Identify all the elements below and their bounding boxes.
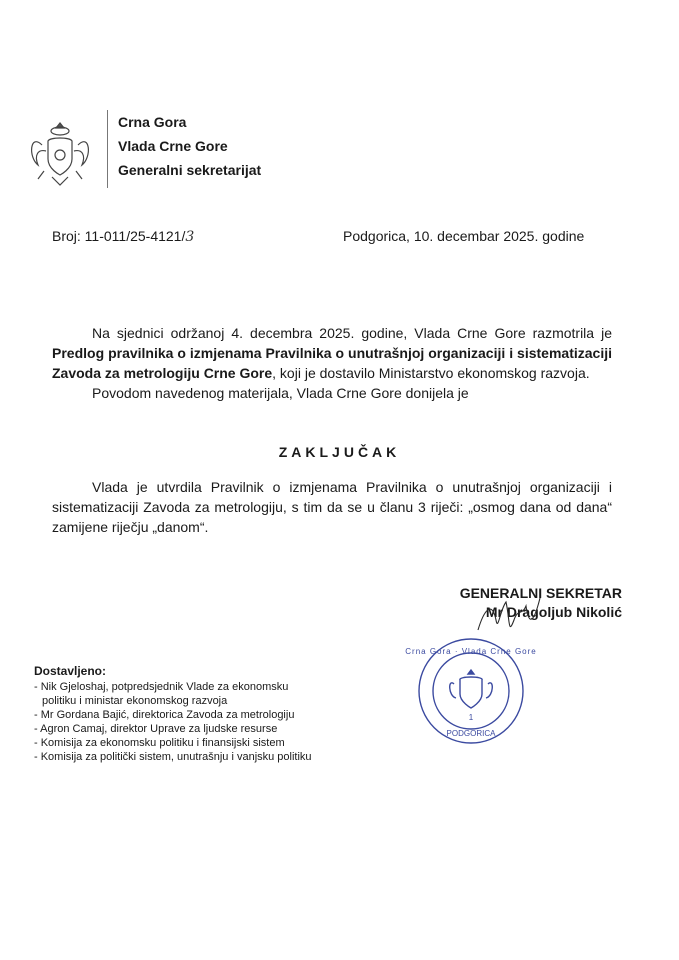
official-stamp-icon <box>405 636 537 746</box>
header-divider <box>107 110 108 188</box>
intro-text-1: Na sjednici održanoj 4. decembra 2025. godine, Vlada Crne Gore razmotrila je <box>92 325 612 341</box>
header-department: Generalni sekretarijat <box>118 162 262 178</box>
list-item: politiku i ministar ekonomskog razvoja <box>42 695 228 707</box>
intro-bold-subject: Predlog pravilnika o izmjenama Pravilnika o unutrašnjoj organizaciji i sistematizaciji Zavoda za metrologiju Crne Gore <box>52 345 612 381</box>
reference-number <box>52 228 194 245</box>
list-item: - Agron Camaj, direktor Uprave za ljudske resurse <box>34 723 278 735</box>
intro-text-3: Povodom navedenog materijala, Vlada Crne Gore donijela je <box>92 385 469 401</box>
distribution-list <box>34 680 312 764</box>
list-item: - Nik Gjeloshaj, potpredsjednik Vlade za ekonomsku <box>34 681 289 693</box>
place-date: Podgorica, 10. decembar 2025. godine <box>343 228 585 244</box>
signature-name: Mr Dragoljub Nikolić <box>485 604 622 620</box>
list-item: - Mr Gordana Bajić, direktorica Zavoda za metrologiju <box>34 709 295 721</box>
stamp-text-top: Crna Gora · Vlada Crne Gore <box>405 647 537 656</box>
stamp-number: 1 <box>468 713 474 722</box>
coat-of-arms-icon <box>20 115 100 195</box>
conclusion-text: Vlada je utvrdila Pravilnik o izmjenama Pravilnika o unutrašnjoj organizaciji i sistematizaciji Zavoda za metrologiju, s tim da se u članu 3 riječi: „osmog dana od dana“ zamijene riječju „danom“. <box>52 479 612 535</box>
decision-title: ZAKLJUČAK <box>278 444 401 460</box>
signature-role: GENERALNI SEKRETAR <box>459 585 622 601</box>
reference-number-text: Broj: 11-011/25-4121/ <box>52 228 186 244</box>
intro-text-2: , koji je dostavilo Ministarstvo ekonomskog razvoja. <box>272 365 590 381</box>
distribution-title: Dostavljeno: <box>34 664 107 678</box>
list-item: - Komisija za politički sistem, unutrašnju i vanjsku politiku <box>34 751 312 763</box>
handwritten-suffix: 3 <box>185 229 195 245</box>
conclusion-paragraph <box>52 477 612 537</box>
list-item: - Komisija za ekonomsku politiku i finansijski sistem <box>34 737 285 749</box>
intro-paragraph <box>52 323 612 403</box>
header-government: Vlada Crne Gore <box>118 138 228 154</box>
stamp-city: PODGORICA <box>446 729 496 738</box>
header-country: Crna Gora <box>118 114 187 130</box>
